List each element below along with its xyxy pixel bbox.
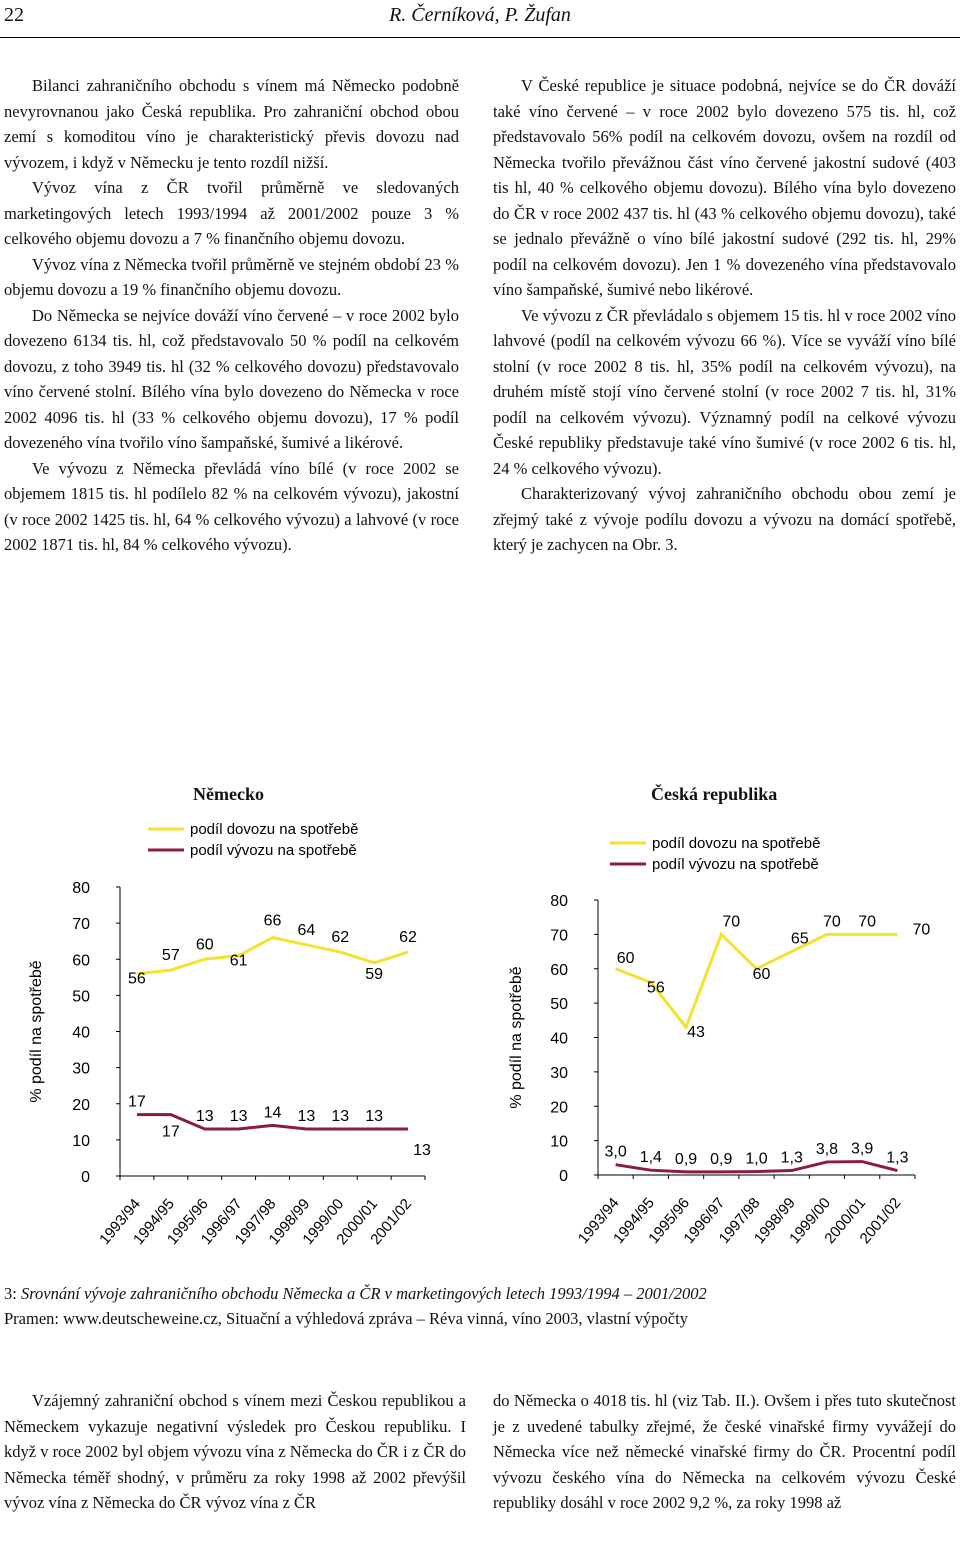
- chart-czech: [480, 815, 960, 1275]
- y-tick-label: 60: [550, 961, 568, 979]
- x-tick-label: 1998/99: [265, 1195, 314, 1249]
- x-tick-label: 1995/96: [645, 1194, 694, 1248]
- y-tick-label: 80: [550, 893, 568, 910]
- x-tick-label: 1993/94: [96, 1195, 145, 1249]
- data-label: 3,8: [815, 1140, 839, 1158]
- data-label: 64: [297, 921, 316, 939]
- data-label: 66: [263, 912, 282, 930]
- data-label: 0,9: [674, 1150, 698, 1168]
- x-tick-label: 2001/02: [367, 1195, 416, 1249]
- y-tick-label: 80: [72, 880, 90, 897]
- x-tick-label: 1997/98: [231, 1195, 280, 1249]
- data-label: 43: [687, 1024, 705, 1042]
- paragraph: Do Německa se nejvíce dováží víno červené – v roce 2002 bylo dovezeno 6134 tis. hl, což představovalo 50 % podíl na celkovém dovozu, z toho 3949 tis. hl (32 % celkového dovozu) představovalo víno červené stolní. Bílého vína bylo dovezeno do Německa v roce 2002 4096 tis. hl (33 % celkového objemu dovozu), 17 % podíl dovezeného vína tvořilo víno šampaňské, šumivé a likérové.: [4, 305, 459, 452]
- paragraph: Vzájemný zahraniční obchod s vínem mezi Českou republikou a Německem vykazuje negativní výsledek pro Českou republiku. I když v roce 2002 byl objem vývozu vína z Německa do ČR i z ČR do Německa téměř shodný, v průměru za roky 1998 až 2002 převýšil vývoz vína z Německa do ČR vývoz vína z ČR: [4, 1391, 466, 1512]
- data-label: 60: [752, 965, 771, 983]
- y-tick-label: 30: [72, 1060, 90, 1078]
- data-label: 1,4: [639, 1149, 662, 1167]
- data-label: 70: [858, 913, 877, 931]
- data-label: 59: [365, 965, 384, 983]
- paragraph: Ve vývozu z ČR převládalo s objemem 15 tis. hl v roce 2002 víno lahvové (podíl na celkovém vývozu 66 %). Více se vyváží víno bílé stolní (v roce 2002 8 tis. hl, 35% podíl na celkovém vývozu), na druhém místě stojí víno červené stolní (v roce 2002 7 tis. hl, 31% podíl na celkovém vývozu). Významný podíl na celkové vývozu České republiky představuje také víno šumivé (v roce 2002 6 tis. hl, 24 % celkového vývozu).: [493, 305, 956, 478]
- data-label: 13: [297, 1108, 316, 1126]
- y-tick-label: 40: [72, 1024, 90, 1042]
- text-column-bottom-right: [493, 1388, 956, 1516]
- figure-caption: [4, 1281, 959, 1331]
- figure-title: Srovnání vývoje zahraničního obchodu Německa a ČR v marketingových letech 1993/1994 – 2001/2002: [20, 1284, 707, 1303]
- x-tick-label: 1999/00: [786, 1194, 835, 1248]
- y-tick-label: 40: [550, 1030, 568, 1048]
- x-tick-label: 1996/97: [680, 1194, 729, 1248]
- data-label: 61: [229, 952, 248, 970]
- running-header-authors: R. Černíková, P. Žufan: [389, 4, 571, 26]
- data-label: 17: [161, 1123, 180, 1141]
- text-column-bottom-left: [4, 1388, 466, 1516]
- data-label: 62: [399, 929, 417, 947]
- y-tick-label: 60: [72, 952, 90, 970]
- x-tick-label: 1996/97: [197, 1195, 246, 1249]
- figure-label: 3:: [4, 1284, 17, 1303]
- legend-label: podíl dovozu na spotřebě: [190, 821, 359, 838]
- y-tick-label: 20: [72, 1096, 90, 1114]
- x-tick-label: 2000/01: [333, 1195, 382, 1249]
- data-label: 70: [912, 921, 931, 939]
- paragraph: Charakterizovaný vývoj zahraničního obchodu obou zemí je zřejmý také z vývoje podílu dovozu a vývozu na domácí spotřebě, který je zachycen na Obr. 3.: [493, 484, 956, 554]
- figure-source: Pramen: www.deutscheweine.cz, Situační a výhledová zpráva – Réva vinná, víno 2003, vlastní výpočty: [4, 1309, 688, 1328]
- paragraph: Vývoz vína z Německa tvořil průměrně ve stejném období 23 % objemu dovozu a 19 % finančního objemu dovozu.: [4, 254, 459, 299]
- chart-title-germany: Německo: [193, 784, 264, 804]
- data-label: 56: [128, 970, 146, 988]
- data-label: 13: [195, 1108, 214, 1126]
- y-tick-label: 10: [72, 1132, 90, 1150]
- paragraph: Bilanci zahraničního obchodu s vínem má Německo podobně nevyrovnanou jako Česká republika. Pro zahraniční obchod obou zemí s komoditou víno je charakteristický převis dovozu nad vývozem, i když v Německu je tento rozdíl nižší.: [4, 76, 459, 172]
- legend-label: podíl dovozu na spotřebě: [652, 835, 821, 852]
- data-label: 70: [823, 913, 841, 931]
- data-label: 17: [128, 1093, 146, 1111]
- data-label: 65: [790, 930, 809, 948]
- y-tick-label: 10: [550, 1133, 568, 1151]
- x-tick-label: 1997/98: [715, 1194, 764, 1248]
- chart-title-czech: Česká republika: [651, 784, 778, 804]
- data-label: 1,3: [886, 1149, 909, 1167]
- chart-germany: [0, 815, 480, 1275]
- y-axis-label: % podíl na spotřebě: [28, 960, 45, 1103]
- x-tick-label: 1994/95: [130, 1195, 178, 1249]
- x-tick-label: 1993/94: [574, 1194, 623, 1248]
- header-rule: [0, 37, 960, 38]
- y-tick-label: 50: [550, 996, 568, 1014]
- x-tick-label: 1994/95: [610, 1194, 658, 1248]
- y-tick-label: 70: [72, 916, 90, 934]
- data-label: 13: [413, 1142, 431, 1160]
- data-label: 57: [161, 947, 180, 965]
- paragraph: V České republice je situace podobná, nejvíce se do ČR dováží také víno červené – v roce 2002 bylo dovezeno 575 tis. hl, což představovalo 56% podíl na celkovém dovozu, ovšem na rozdíl od Německa tvořilo převážnou část víno červené jakostní sudové (403 tis hl, 40 % celkového objemu dovozu). Bílého vína bylo dovezeno do ČR v roce 2002 437 tis. hl (43 % celkového objemu dovozu), také se jednalo převážně o víno bílé jakostní sudové (292 tis. hl, 29% podíl na celkovém dovozu). Jen 1 % dovezeného vína představovalo víno šampaňské, šumivé nebo likérové.: [493, 76, 956, 299]
- data-label: 0,9: [710, 1150, 733, 1168]
- legend-label: podíl vývozu na spotřebě: [190, 842, 357, 859]
- y-tick-label: 70: [550, 927, 568, 945]
- data-label: 60: [195, 936, 214, 954]
- data-label: 1,0: [745, 1150, 768, 1168]
- x-tick-label: 1998/99: [750, 1194, 799, 1248]
- text-column-right: [493, 73, 956, 558]
- paragraph: do Německa o 4018 tis. hl (viz Tab. II.). Ovšem i přes tuto skutečnost je z uvedené tabulky zřejmé, že české vinařské firmy vyvážejí do Německa více než německé vinařské firmy do ČR. Procentní podíl vývozu českého vína do Německa na celkovém vývozu České republiky dosáhl v roce 2002 9,2 %, za roky 1998 až: [493, 1391, 956, 1512]
- data-label: 13: [229, 1108, 248, 1126]
- y-axis-label: % podíl na spotřebě: [508, 966, 525, 1109]
- x-tick-label: 2001/02: [856, 1194, 905, 1248]
- y-tick-label: 0: [81, 1169, 90, 1186]
- data-label: 3,0: [604, 1143, 627, 1161]
- data-label: 1,3: [780, 1149, 803, 1167]
- data-label: 13: [365, 1108, 384, 1126]
- y-tick-label: 0: [559, 1168, 568, 1185]
- y-tick-label: 50: [72, 988, 90, 1006]
- data-label: 62: [331, 929, 350, 947]
- data-label: 60: [616, 949, 635, 967]
- data-label: 14: [263, 1104, 282, 1122]
- data-label: 13: [331, 1108, 350, 1126]
- x-tick-label: 1995/96: [163, 1195, 212, 1249]
- paragraph: Ve vývozu z Německa převládá víno bílé (v roce 2002 se objemem 1815 tis. hl podílelo 82 % na celkovém vývozu), jakostní (v roce 2002 1425 tis. hl, 64 % celkového vývozu) a lahvové (v roce 2002 1871 tis. hl, 84 % celkového vývozu).: [4, 458, 459, 554]
- x-tick-label: 2000/01: [821, 1194, 870, 1248]
- legend-label: podíl vývozu na spotřebě: [652, 856, 819, 873]
- y-tick-label: 20: [550, 1099, 568, 1117]
- data-label: 70: [722, 913, 741, 931]
- data-label: 3,9: [851, 1140, 874, 1158]
- data-label: 56: [646, 979, 665, 997]
- paragraph: Vývoz vína z ČR tvořil průměrně ve sledovaných marketingových letech 1993/1994 až 2001/2002 pouze 3 % celkového objemu dovozu a 7 % finančního objemu dovozu.: [4, 178, 459, 248]
- y-tick-label: 30: [550, 1064, 568, 1082]
- page-number: 22: [4, 4, 24, 26]
- text-column-left: [4, 73, 459, 558]
- x-tick-label: 1999/00: [299, 1195, 348, 1249]
